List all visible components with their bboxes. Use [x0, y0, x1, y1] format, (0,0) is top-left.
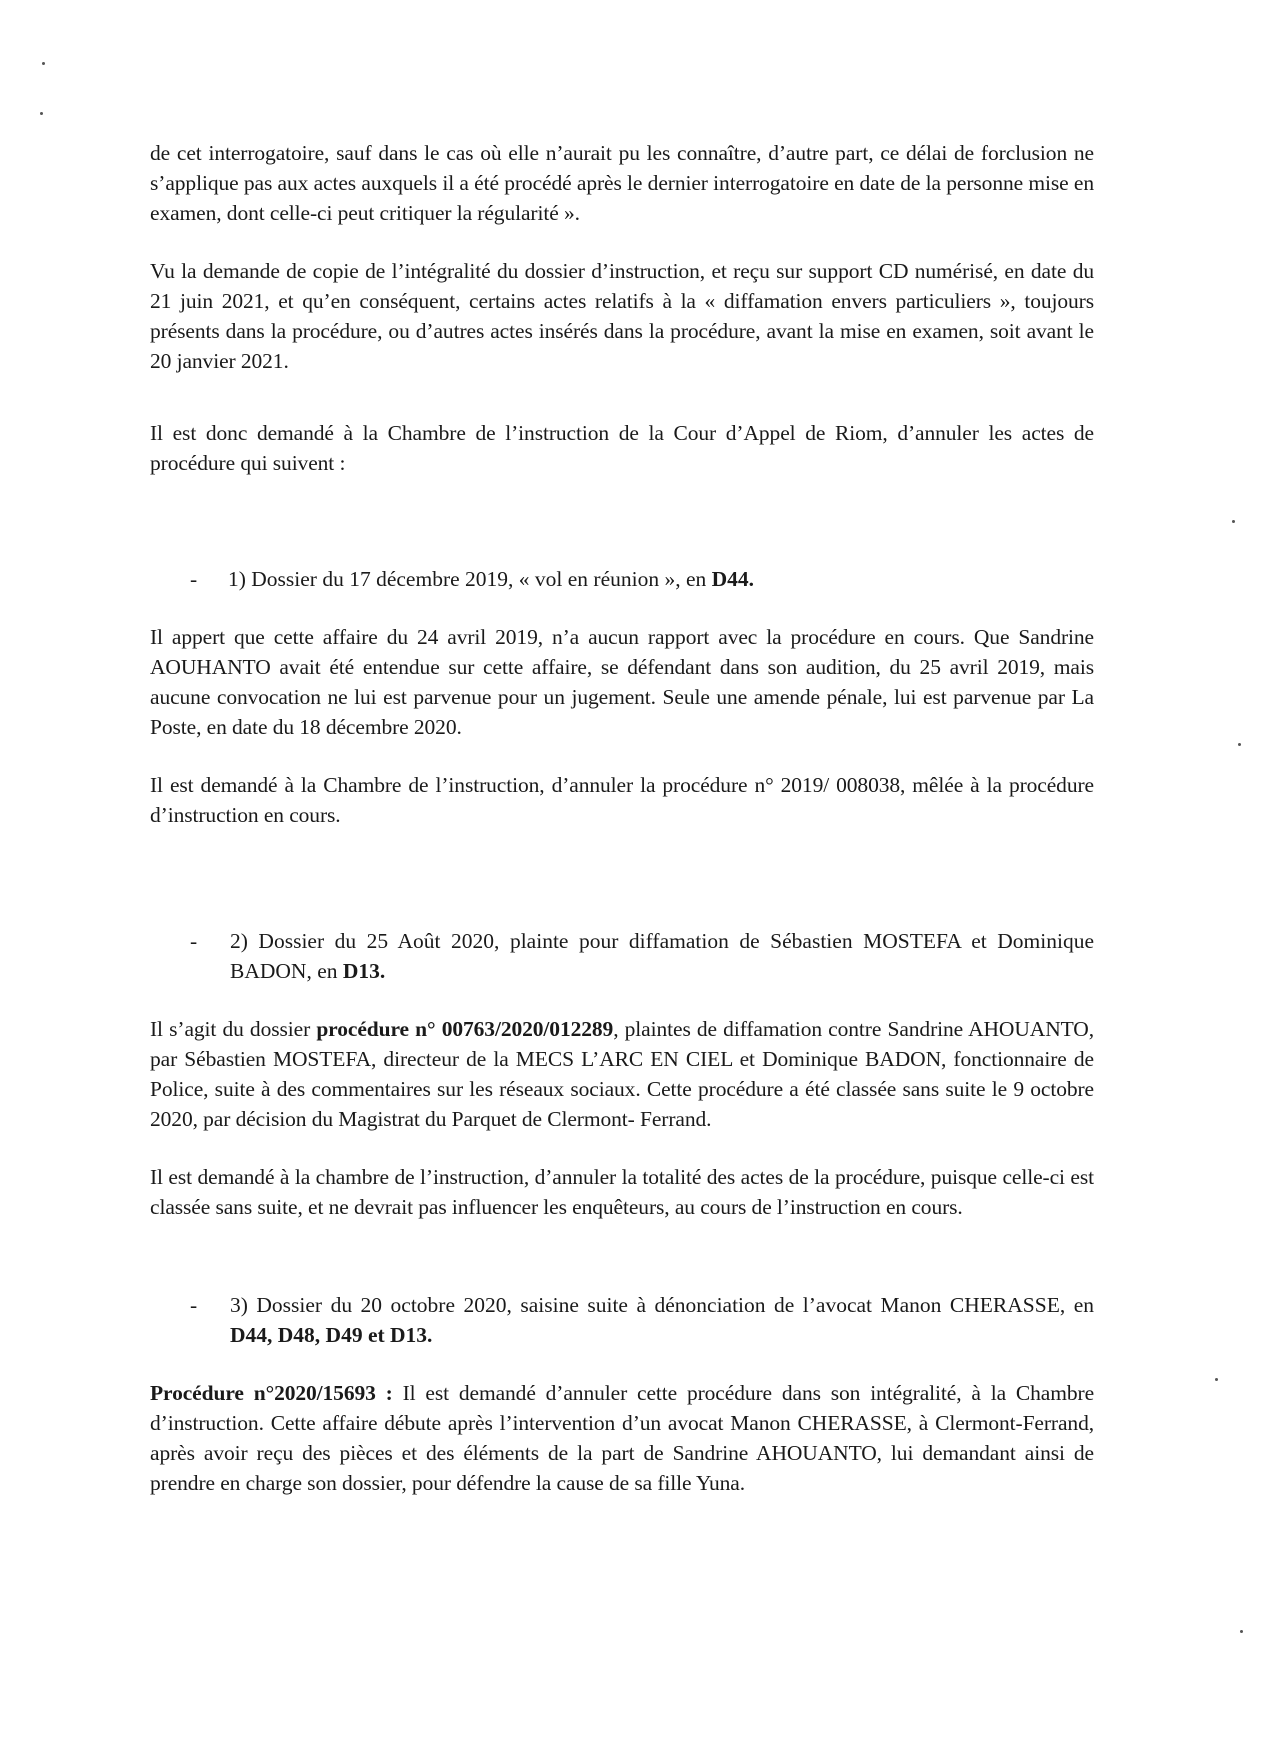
list-item-2-text: 2) Dossier du 25 Août 2020, plainte pour diffamation de Sébastien MOSTEFA et Dominique BADON, en — [230, 929, 1094, 983]
paragraph-forclusion: de cet interrogatoire, sauf dans le cas où elle n’aurait pu les connaître, d’autre part, ce délai de forclusion ne s’applique pas aux actes auxquels il a été procédé après le dernier interrogatoire en date de la personne mise en examen, dont celle-ci peut critiquer la régularité ». — [150, 141, 1094, 225]
list-dash: - — [190, 1293, 198, 1317]
list-item-2-ref: D13. — [342, 959, 386, 983]
list-item-3-text: 3) Dossier du 20 octobre 2020, saisine suite à dénonciation de l’avocat Manon CHERASSE, en — [230, 1293, 1094, 1317]
scan-speck — [1232, 520, 1235, 523]
list-dash: - — [190, 929, 198, 953]
paragraph-dossier-lead: Il s’agit du dossier — [150, 1017, 317, 1041]
list-item-1 — [150, 564, 1094, 594]
list-dash: - — [190, 567, 198, 591]
paragraph-demande-copie: Vu la demande de copie de l’intégralité du dossier d’instruction, et reçu sur support CD numérisé, en date du 21 juin 2021, et qu’en conséquent, certains actes relatifs à la « diffamation envers particuliers », toujours présents dans la procédure, ou d’autres actes insérés dans la procédure, avant la mise en examen, soit avant le 20 janvier 2021. — [150, 259, 1094, 373]
paragraph-demande-annulation: Il est donc demandé à la Chambre de l’instruction de la Cour d’Appel de Riom, d’annuler les actes de procédure qui suivent : — [150, 421, 1094, 475]
paragraph-annuler-2019: Il est demandé à la Chambre de l’instruction, d’annuler la procédure n° 2019/ 008038, mêlée à la procédure d’instruction en cours. — [150, 773, 1094, 827]
paragraph-dossier-rest: , plaintes de diffamation contre Sandrine AHOUANTO, par Sébastien MOSTEFA, directeur de la MECS L’ARC EN CIEL et Dominique BADON, fonctionnaire de Police, suite à des commentaires sur les réseaux sociaux. Cette procédure a été classée sans suite le 9 octobre 2020, par décision du Magistrat du Parquet de Clermont- Ferrand. — [150, 1017, 1094, 1131]
list-item-1-text: 1) Dossier du 17 décembre 2019, « vol en réunion », en — [228, 567, 712, 591]
document-page — [150, 138, 1094, 1526]
list-item-3-refs: D44, D48, D49 et D13. — [230, 1323, 433, 1347]
scan-speck — [1240, 1630, 1243, 1633]
scan-speck — [40, 112, 43, 115]
procedure-number-2020-15693: Procédure n°2020/15693 : — [150, 1381, 393, 1405]
paragraph-affaire-avril: Il appert que cette affaire du 24 avril 2019, n’a aucun rapport avec la procédure en cours. Que Sandrine AOUHANTO avait été entendue sur cette affaire, se défendant dans son audition, du 25 avril 2019, mais aucune convocation ne lui est parvenue pour un jugement. Seule une amende pénale, lui est parvenue par La Poste, en date du 18 décembre 2020. — [150, 625, 1094, 739]
list-item-2 — [150, 926, 1094, 986]
paragraph-dossier-diffamation — [150, 1014, 1094, 1134]
paragraph-procedure-rest: Il est demandé d’annuler cette procédure dans son intégralité, à la Chambre d’instruction. Cette affaire débute après l’intervention d’un avocat Manon CHERASSE, à Clermont-Ferrand, après avoir reçu des pièces et des éléments de la part de Sandrine AHOUANTO, lui demandant ainsi de prendre en charge son dossier, pour défendre la cause de sa fille Yuna. — [150, 1381, 1095, 1495]
scan-speck — [42, 62, 45, 65]
scan-speck — [1238, 743, 1241, 746]
paragraph-annuler-totalite: Il est demandé à la chambre de l’instruction, d’annuler la totalité des actes de la procédure, puisque celle-ci est classée sans suite, et ne devrait pas influencer les enquêteurs, au cours de l’instruction en cours. — [150, 1165, 1094, 1219]
list-item-1-ref: D44. — [711, 567, 755, 591]
paragraph-procedure-15693 — [150, 1378, 1094, 1498]
procedure-number-2020-012289: procédure n° 00763/2020/012289 — [316, 1017, 614, 1041]
list-item-3 — [150, 1290, 1094, 1350]
scan-speck — [1215, 1378, 1218, 1381]
